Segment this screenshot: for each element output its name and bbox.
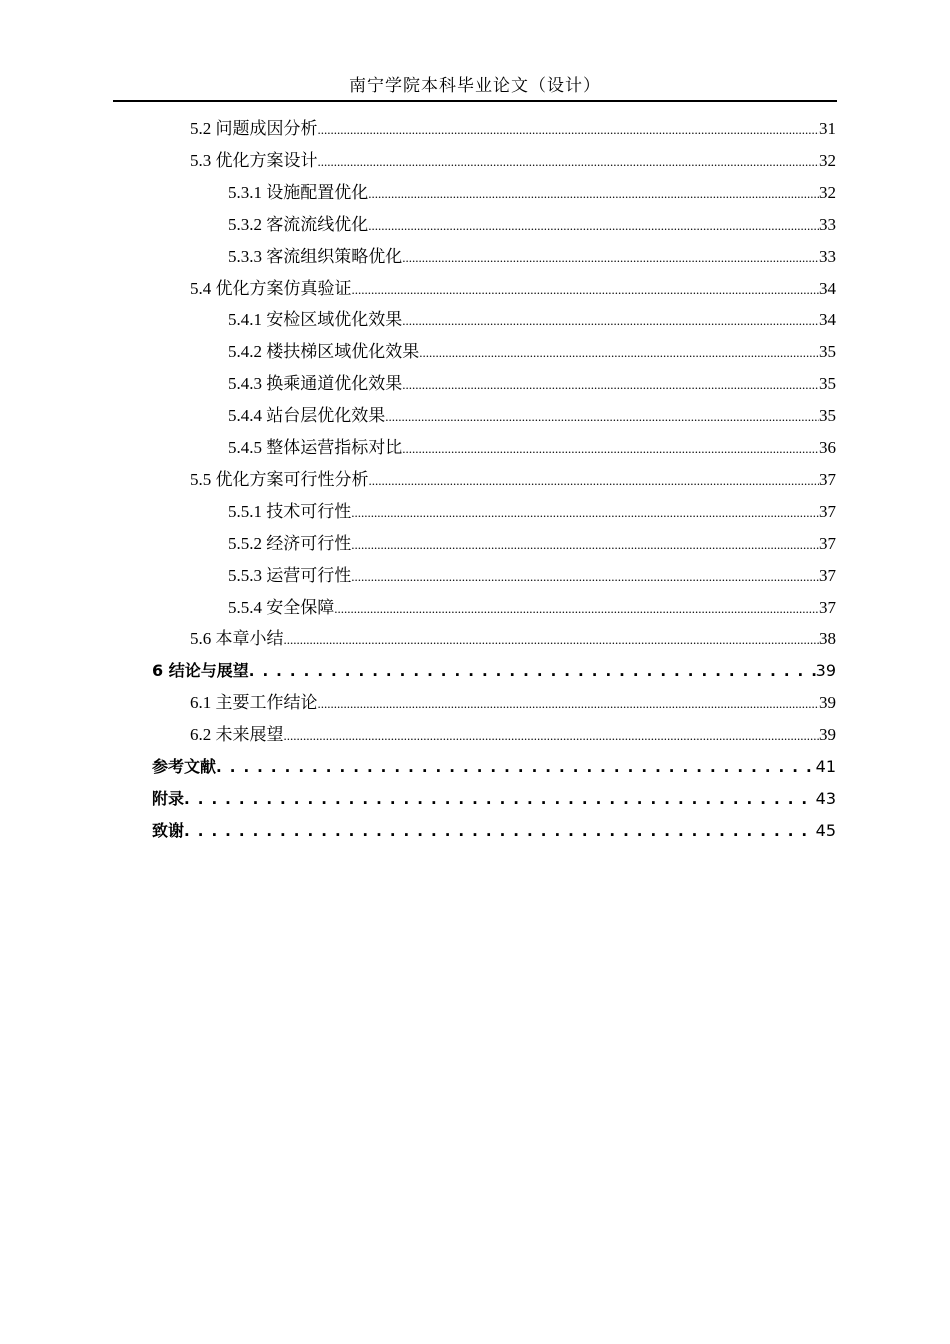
toc-entry[interactable] (228, 529, 836, 559)
toc-dot-leader (385, 401, 819, 432)
toc-dot-leader (318, 688, 820, 719)
toc-entry[interactable] (228, 242, 836, 272)
toc-entry[interactable] (228, 178, 836, 208)
toc-entry[interactable] (190, 146, 836, 176)
toc-dot-leader (369, 465, 820, 496)
toc-entry-title: 附录 (152, 789, 185, 808)
toc-dot-leader (402, 369, 819, 400)
toc-page-number: 31 (819, 119, 836, 138)
toc-entry-title: 参考文献 (152, 757, 217, 776)
toc-dot-leader (249, 656, 816, 686)
toc-page-number: 45 (815, 821, 836, 840)
toc-entry[interactable] (228, 369, 836, 399)
toc-entry[interactable] (190, 274, 836, 304)
toc-page-number: 35 (819, 374, 836, 393)
toc-entry[interactable] (228, 497, 836, 527)
toc-entry[interactable] (152, 784, 836, 814)
toc-entry-title: 5.3 优化方案设计 (190, 151, 318, 170)
toc-dot-leader (402, 242, 819, 273)
toc-dot-leader (334, 593, 819, 624)
toc-entry-title: 5.5.1 技术可行性 (228, 502, 352, 521)
toc-entry[interactable] (228, 561, 836, 591)
toc-dot-leader (184, 784, 816, 814)
toc-page-number: 37 (819, 502, 836, 521)
toc-page-number: 32 (819, 183, 836, 202)
toc-page-number: 43 (815, 789, 836, 808)
toc-dot-leader (284, 720, 820, 751)
toc-entry-title: 5.3.3 客流组织策略优化 (228, 247, 403, 266)
toc-page-number: 35 (819, 406, 836, 425)
toc-entry-title: 5.4 优化方案仿真验证 (190, 279, 352, 298)
toc-entry-title: 5.2 问题成因分析 (190, 119, 318, 138)
header-divider (113, 100, 837, 102)
toc-page-number: 37 (819, 470, 836, 489)
toc-entry-title: 5.5.2 经济可行性 (228, 534, 352, 553)
toc-page-number: 38 (819, 629, 836, 648)
toc-dot-leader (368, 210, 819, 241)
toc-dot-leader (351, 497, 819, 528)
toc-entry-title: 6 结论与展望 (152, 661, 249, 680)
toc-dot-leader (351, 561, 819, 592)
toc-page-number: 36 (819, 438, 836, 457)
toc-page-number: 33 (819, 247, 836, 266)
toc-entry-title: 5.3.2 客流流线优化 (228, 215, 369, 234)
toc-page-number: 35 (819, 342, 836, 361)
toc-entry-title: 致谢 (152, 821, 185, 840)
toc-entry-title: 5.5.3 运营可行性 (228, 566, 352, 585)
toc-dot-leader (402, 305, 819, 336)
toc-entry[interactable] (228, 593, 836, 623)
toc-dot-leader (318, 146, 820, 177)
toc-page-number: 34 (819, 310, 836, 329)
toc-entry[interactable] (228, 337, 836, 367)
toc-entry[interactable] (152, 816, 836, 846)
toc-entry-title: 5.4.1 安检区域优化效果 (228, 310, 403, 329)
toc-entry-title: 6.2 未来展望 (190, 725, 284, 744)
toc-entry-title: 5.3.1 设施配置优化 (228, 183, 369, 202)
toc-page-number: 37 (819, 598, 836, 617)
toc-entry-title: 5.4.2 楼扶梯区域优化效果 (228, 342, 420, 361)
toc-dot-leader (352, 274, 820, 305)
toc-entry[interactable] (190, 688, 836, 718)
toc-entry[interactable] (228, 401, 836, 431)
toc-page-number: 37 (819, 534, 836, 553)
toc-page-number: 41 (815, 757, 836, 776)
toc-dot-leader (419, 337, 819, 368)
toc-entry[interactable] (190, 465, 836, 495)
toc-entry[interactable] (228, 210, 836, 240)
toc-entry[interactable] (190, 114, 836, 144)
toc-entry[interactable] (228, 433, 836, 463)
toc-page-number: 39 (819, 693, 836, 712)
toc-dot-leader (184, 816, 816, 846)
toc-entry[interactable] (152, 656, 836, 686)
toc-dot-leader (351, 529, 819, 560)
toc-dot-leader (402, 433, 819, 464)
toc-entry[interactable] (152, 752, 836, 782)
toc-page-number: 34 (819, 279, 836, 298)
toc-dot-leader (368, 178, 819, 209)
toc-page-number: 32 (819, 151, 836, 170)
toc-page-number: 33 (819, 215, 836, 234)
toc-entry-title: 5.5.4 安全保障 (228, 598, 335, 617)
toc-entry-title: 5.6 本章小结 (190, 629, 284, 648)
toc-entry-title: 6.1 主要工作结论 (190, 693, 318, 712)
toc-page-number: 39 (815, 661, 836, 680)
toc-entry[interactable] (228, 305, 836, 335)
toc-entry-title: 5.4.3 换乘通道优化效果 (228, 374, 403, 393)
toc-dot-leader (318, 114, 820, 145)
toc-dot-leader (284, 624, 820, 655)
toc-entry[interactable] (190, 624, 836, 654)
page-header: 南宁学院本科毕业论文（设计） (349, 76, 601, 95)
toc-entry-title: 5.4.4 站台层优化效果 (228, 406, 386, 425)
toc-entry[interactable] (190, 720, 836, 750)
toc-page-number: 37 (819, 566, 836, 585)
toc-entry-title: 5.5 优化方案可行性分析 (190, 470, 369, 489)
toc-dot-leader (216, 752, 816, 782)
toc-entry-title: 5.4.5 整体运营指标对比 (228, 438, 403, 457)
toc-page-number: 39 (819, 725, 836, 744)
